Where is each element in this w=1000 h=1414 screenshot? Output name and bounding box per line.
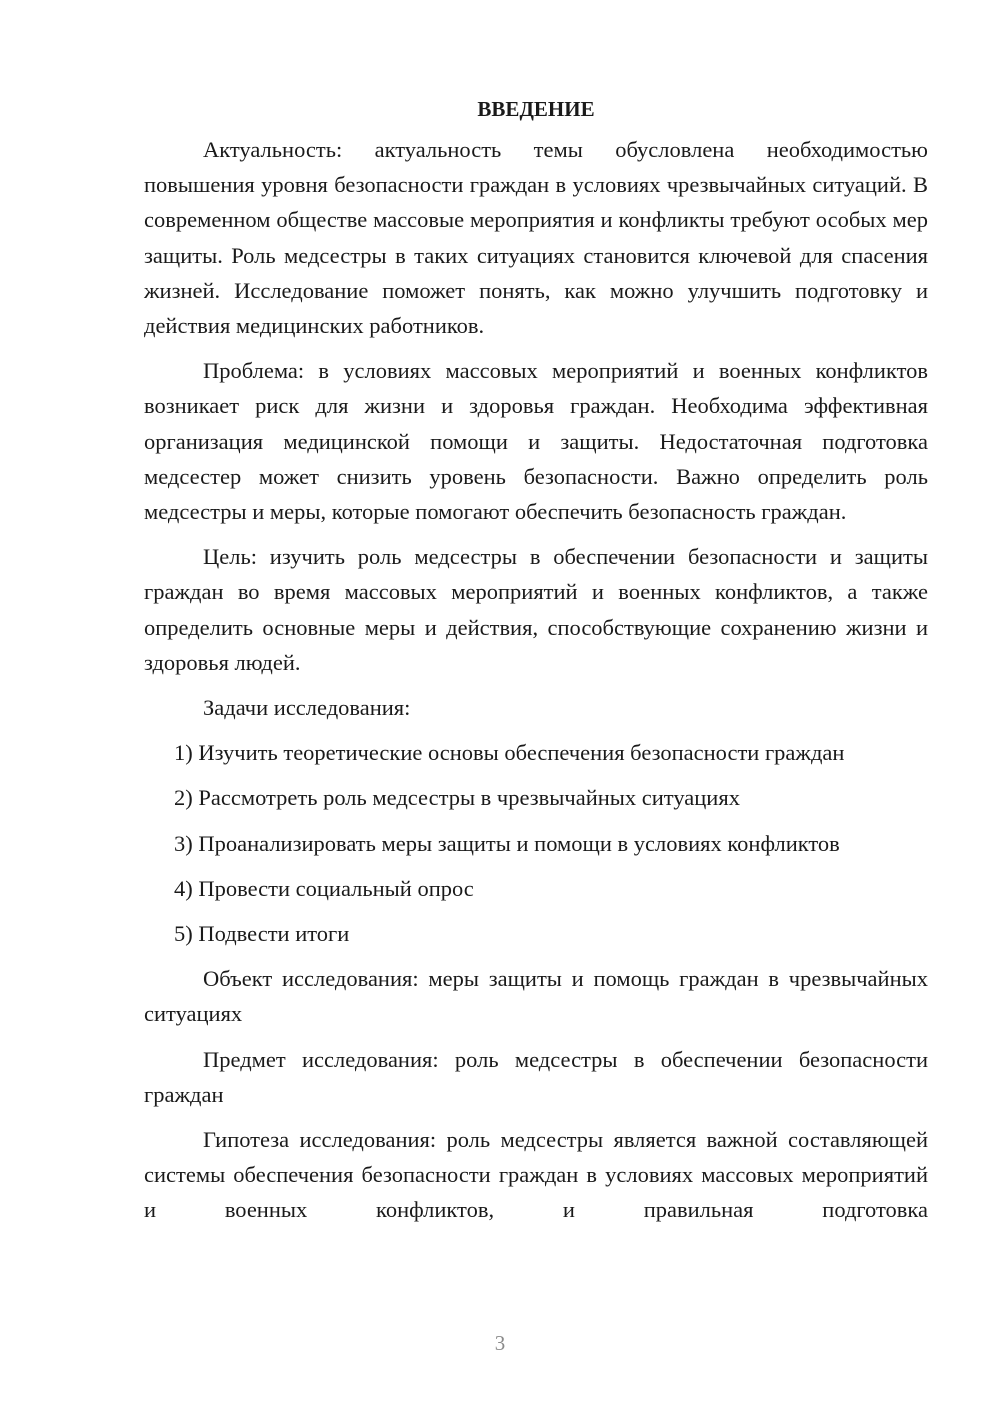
subject-paragraph: Предмет исследования: роль медсестры в обеспечении безопасности граждан: [144, 1046, 928, 1107]
hypothesis-paragraph: Гипотеза исследования: роль медсестры является важной составляющей системы обеспечения безопасности граждан в условиях массовых мероприятий и военных конфликтов, и правильная подготовка: [144, 1127, 928, 1223]
task-item: 5) Подвести итоги: [174, 921, 350, 947]
page-number: 3: [494, 1331, 506, 1355]
task-item: 2) Рассмотреть роль медсестры в чрезвычайных ситуациях: [174, 785, 740, 811]
task-item: 4) Провести социальный опрос: [174, 875, 474, 901]
relevance-paragraph: Актуальность: актуальность темы обусловлена необходимостью повышения уровня безопасности граждан в условиях чрезвычайных ситуаций. В современном обществе массовые мероприятия и конфликты требуют особых мер защиты. Роль медсестры в таких ситуациях становится ключевой для спасения жизней. Исследование поможет понять, как можно улучшить подготовку и действия медицинских работников.: [144, 137, 928, 339]
task-item: 1) Изучить теоретические основы обеспечения безопасности граждан: [174, 740, 845, 766]
document-page: [144, 92, 928, 1228]
tasks-heading: Задачи исследования:: [203, 695, 411, 721]
task-item: 3) Проанализировать меры защиты и помощи в условиях конфликтов: [174, 830, 840, 856]
section-title: ВВЕДЕНИЕ: [477, 97, 595, 121]
tasks-list: [144, 735, 928, 951]
problem-paragraph: Проблема: в условиях массовых мероприятий и военных конфликтов возникает риск для жизни и здоровья граждан. Необходима эффективная организация медицинской помощи и защиты. Недостаточная подготовка медсестер может снизить уровень безопасности. Важно определить роль медсестры и меры, которые помогают обеспечить безопасность граждан.: [144, 358, 928, 525]
goal-paragraph: Цель: изучить роль медсестры в обеспечении безопасности и защиты граждан во время массовых мероприятий и военных конфликтов, а также определить основные меры и действия, способствующие сохранению жизни и здоровья людей.: [144, 544, 928, 675]
object-paragraph: Объект исследования: меры защиты и помощь граждан в чрезвычайных ситуациях: [144, 966, 928, 1027]
